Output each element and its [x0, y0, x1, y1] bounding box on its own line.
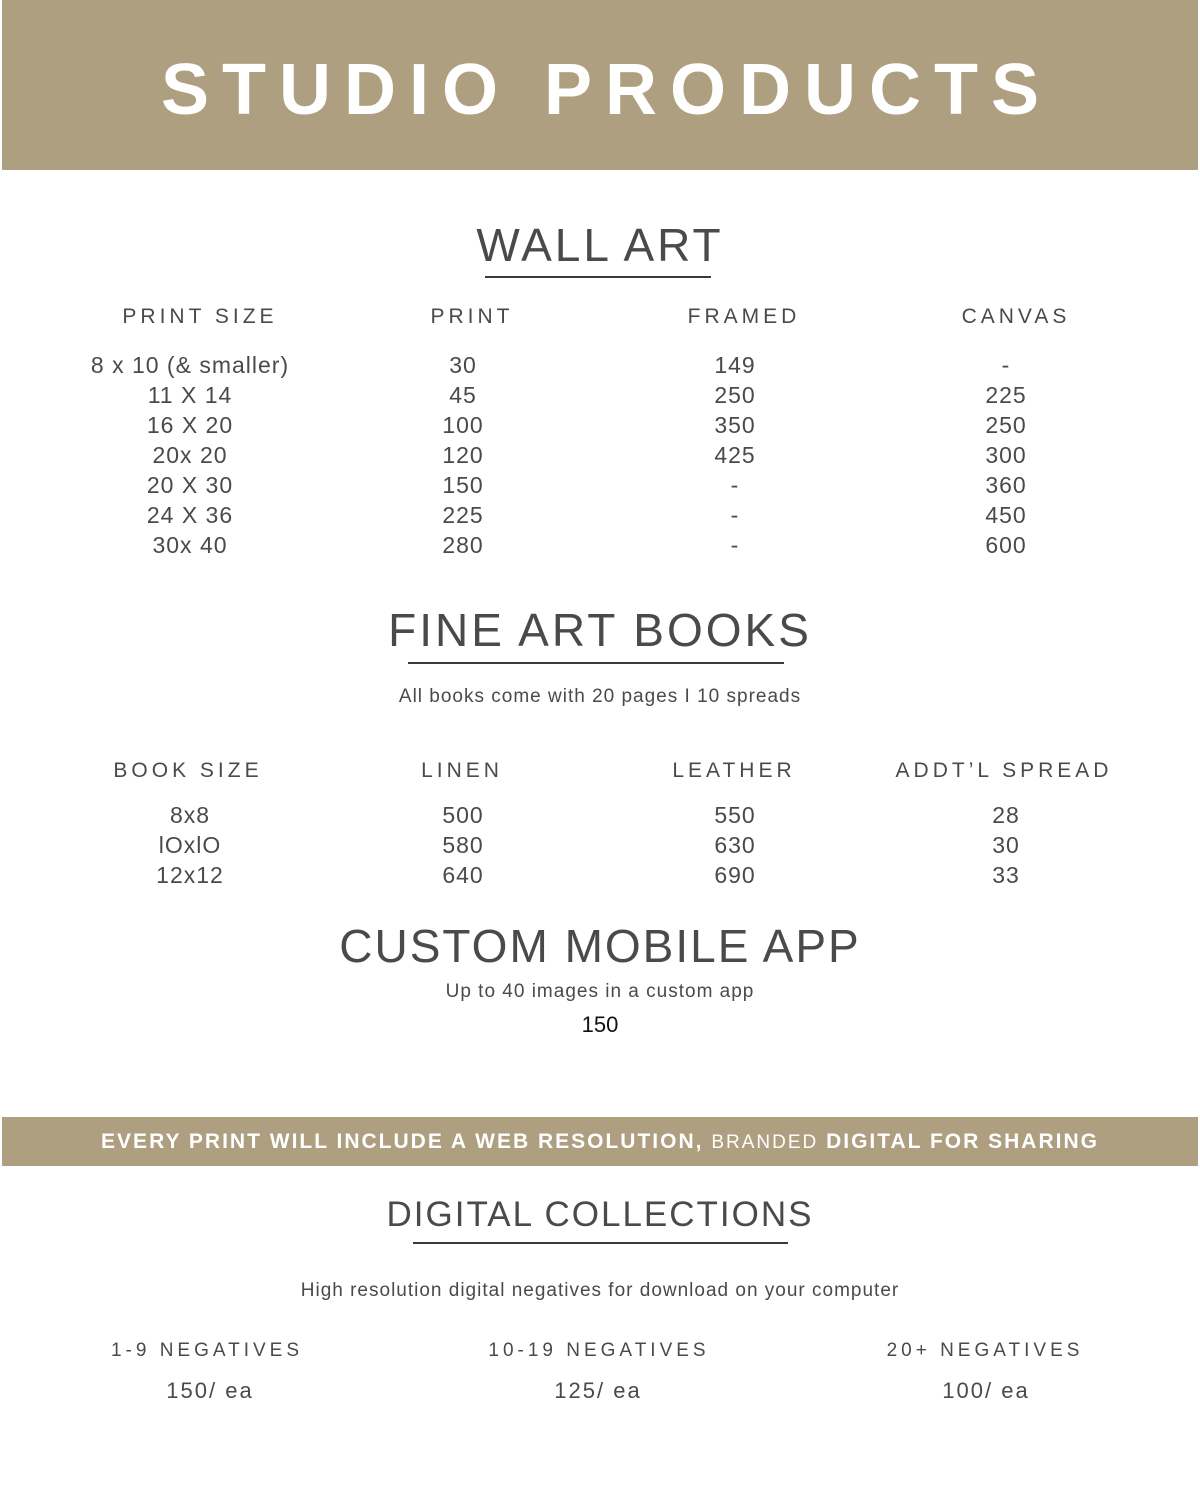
table-cell: 16 X 20	[146, 412, 234, 438]
table-cell: 30	[992, 832, 1020, 858]
table-cell: 8x8	[169, 802, 211, 828]
table-cell: 20 X 30	[146, 472, 234, 498]
custom-mobile-app-title: CUSTOM MOBILE APP	[339, 920, 861, 972]
custom-mobile-app-subtitle: Up to 40 images in a custom app	[445, 981, 755, 1002]
negatives-tier-label: 10-19 NEGATIVES	[488, 1340, 710, 1361]
digital-collections-subtitle: High resolution digital negatives for download on your computer	[300, 1280, 900, 1301]
banner-text-part3: DIGITAL FOR SHARING	[826, 1130, 1099, 1153]
table-cell: 45	[449, 382, 477, 408]
column-header-print: PRINT	[430, 305, 514, 328]
table-cell: 28	[992, 802, 1020, 828]
table-cell: 120	[442, 442, 484, 468]
table-cell: 350	[714, 412, 756, 438]
table-cell: 450	[985, 502, 1027, 528]
table-cell: 20x 20	[152, 442, 228, 468]
table-cell: 250	[714, 382, 756, 408]
table-cell: 250	[985, 412, 1027, 438]
table-cell: 280	[442, 532, 484, 558]
fine-art-books-title: FINE ART BOOKS	[388, 604, 812, 656]
table-cell: 149	[714, 352, 756, 378]
negatives-tier-price: 100/ ea	[942, 1378, 1030, 1403]
table-cell: 550	[714, 802, 756, 828]
fine-art-books-rule	[408, 662, 784, 664]
table-cell: 500	[442, 802, 484, 828]
negatives-tier-price: 150/ ea	[166, 1378, 254, 1403]
table-cell: 11 X 14	[147, 382, 233, 408]
table-cell: 225	[442, 502, 484, 528]
wall-art-title: WALL ART	[476, 219, 724, 271]
table-cell: 360	[985, 472, 1027, 498]
table-cell: 225	[985, 382, 1027, 408]
banner-text-part2: BRANDED	[711, 1132, 819, 1153]
fine-art-books-subtitle: All books come with 20 pages I 10 spreads	[398, 686, 802, 707]
digital-collections-rule	[413, 1242, 788, 1244]
wall-art-rule	[485, 276, 711, 278]
column-header-addtl-spread: ADDT’L SPREAD	[895, 759, 1113, 782]
page-title: STUDIO PRODUCTS	[160, 50, 1053, 130]
column-header-linen: LINEN	[421, 759, 503, 782]
table-cell: -	[1001, 352, 1011, 378]
negatives-tier-price: 125/ ea	[554, 1378, 642, 1403]
table-cell: 100	[442, 412, 484, 438]
table-cell: -	[730, 532, 740, 558]
table-cell: 30	[449, 352, 477, 378]
table-cell: 425	[714, 442, 756, 468]
table-cell: 300	[985, 442, 1027, 468]
table-cell: -	[730, 472, 740, 498]
table-cell: 640	[442, 862, 484, 888]
table-cell: 580	[442, 832, 484, 858]
table-cell: lOxlO	[158, 832, 222, 858]
table-cell: 12x12	[156, 862, 224, 888]
column-header-framed: FRAMED	[687, 305, 801, 328]
table-cell: 33	[992, 862, 1020, 888]
table-cell: 24 X 36	[146, 502, 234, 528]
table-cell: 690	[714, 862, 756, 888]
table-cell: 8 x 10 (& smaller)	[90, 352, 290, 378]
negatives-tier-label: 20+ NEGATIVES	[886, 1340, 1084, 1361]
table-cell: 600	[985, 532, 1027, 558]
custom-mobile-app-price: 150	[581, 1012, 619, 1037]
negatives-tier-label: 1-9 NEGATIVES	[110, 1340, 304, 1361]
column-header-book-size: BOOK SIZE	[113, 759, 263, 782]
column-header-print-size: PRINT SIZE	[122, 305, 278, 328]
table-cell: 150	[442, 472, 484, 498]
banner-text-part1: EVERY PRINT WILL INCLUDE A WEB RESOLUTION,	[101, 1130, 704, 1153]
digital-collections-title: DIGITAL COLLECTIONS	[386, 1195, 814, 1234]
column-header-leather: LEATHER	[672, 759, 796, 782]
table-cell: 630	[714, 832, 756, 858]
column-header-canvas: CANVAS	[961, 305, 1071, 328]
table-cell: 30x 40	[152, 532, 228, 558]
table-cell: -	[730, 502, 740, 528]
digital-sharing-banner	[2, 1117, 1198, 1166]
